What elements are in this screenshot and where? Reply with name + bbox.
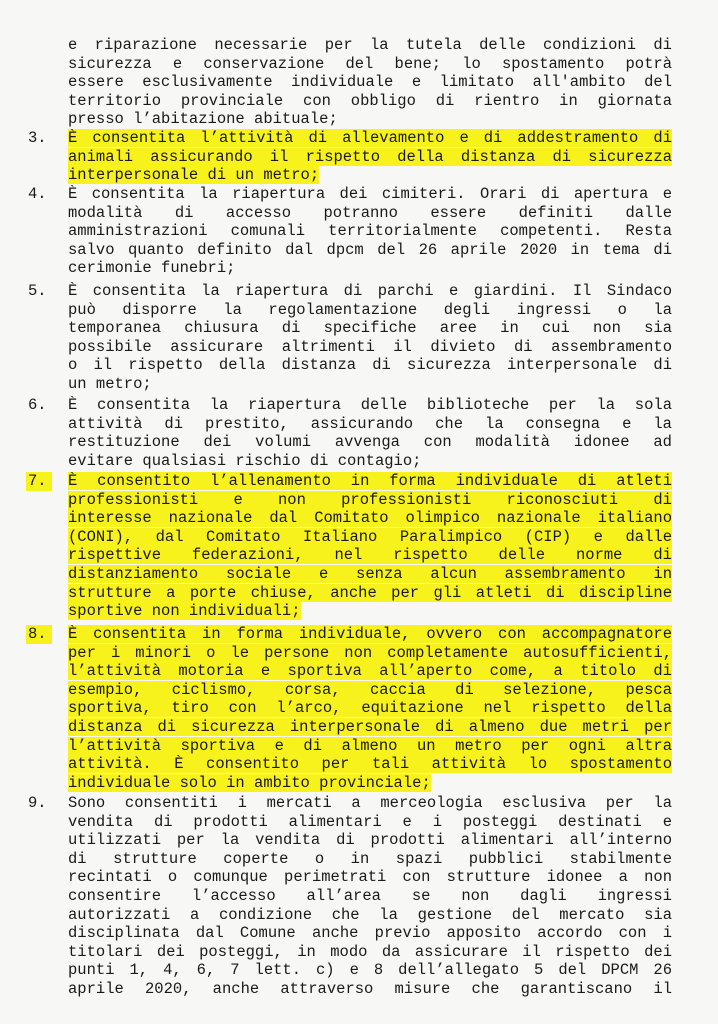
text-line: È consentita la riapertura dei cimiteri. Orari di apertura e — [68, 185, 672, 203]
item-number: 4. — [28, 185, 47, 203]
text-line-highlighted: esempio, ciclismo, corsa, caccia di selezione, pesca — [68, 680, 672, 699]
text-line: e riparazione necessarie per la tutela delle condizioni di — [68, 36, 672, 54]
item-number-highlighted: 7. — [26, 472, 52, 491]
item-text-highlighted — [68, 472, 672, 621]
text-line: amministrazioni comunali territorialmente competenti. Resta — [68, 222, 672, 241]
text-line: evitare qualsiasi rischio di contagio; — [68, 451, 422, 470]
text-line: essere esclusivamente individuale e limitato all'ambito del — [68, 73, 672, 92]
text-line: attività di prestito, assicurando che la consegna e la — [68, 414, 672, 433]
item-text — [68, 185, 672, 278]
text-line: disciplinata dal Comune anche previo apposito accordo con i — [68, 924, 672, 943]
text-line: o il rispetto della distanza di sicurezza interpersonale di — [68, 356, 672, 375]
text-line: È consentita la riapertura delle biblioteche per la sola — [68, 396, 672, 414]
text-line: Sono consentiti i mercati a merceologia esclusiva per la — [68, 794, 672, 812]
text-line-highlighted: È consentita in forma individuale, ovvero con accompagnatore — [68, 625, 672, 643]
text-line-highlighted: (CONI), dal Comitato Italiano Paralimpico (CIP) e dalle — [68, 527, 672, 546]
text-line-highlighted: rispettive federazioni, nel rispetto delle norme di — [68, 546, 672, 565]
text-line: presso l’abitazione abituale; — [68, 110, 338, 129]
text-line: possibile assicurare altrimenti il divieto di assembramento — [68, 337, 672, 356]
item-number: 5. — [28, 282, 47, 300]
text-line-highlighted: professionisti e non professionisti riconosciuti di — [68, 490, 672, 509]
item-number: 3. — [28, 129, 47, 147]
text-line-highlighted: strutture a porte chiuse, anche per gli atleti di discipline — [68, 583, 672, 602]
text-line-highlighted: animali assicurando il rispetto della distanza di sicurezza — [68, 147, 672, 166]
text-line-highlighted: attività. È consentito per tali attività lo spostamento — [68, 755, 672, 774]
item-text — [68, 794, 672, 999]
item-number-highlighted: 8. — [26, 625, 52, 644]
text-line: recintati o comunque perimetrati con strutture idonee a non — [68, 868, 672, 887]
text-line-highlighted: l’attività sportiva e di almeno un metro per ogni altra — [68, 736, 672, 755]
item-text-highlighted — [68, 129, 672, 185]
text-line: punti 1, 4, 6, 7 lett. c) e 8 dell’allegato 5 del DPCM 26 — [68, 961, 672, 980]
text-line: utilizzati per la vendita di prodotti alimentari all’interno — [68, 831, 672, 850]
text-line: un metro; — [68, 374, 152, 393]
text-line-highlighted: interpersonale di un metro; — [68, 166, 320, 185]
item-text-highlighted — [68, 625, 672, 792]
text-line-highlighted: sportive non individuali; — [68, 602, 301, 621]
item-text — [68, 36, 672, 129]
text-line-highlighted: È consentito l’allenamento in forma individuale di atleti — [68, 472, 672, 490]
text-line: restituzione dei volumi avvenga con modalità idonee ad — [68, 433, 672, 452]
item-number: 6. — [28, 396, 47, 414]
text-line: sicurezza e conservazione del bene; lo spostamento potrà — [68, 54, 672, 73]
text-line-highlighted: l’attività motoria e sportiva all’aperto come, a titolo di — [68, 662, 672, 681]
text-line: modalità di accesso potranno essere definiti dalle — [68, 203, 672, 222]
text-line: aprile 2020, anche attraverso misure che garantiscano il — [68, 979, 672, 998]
text-line: territorio provinciale con obbligo di rientro in giornata — [68, 91, 672, 110]
text-line-highlighted: interesse nazionale dal Comitato olimpico nazionale italiano — [68, 509, 672, 528]
text-line-highlighted: sportiva, tiro con l’arco, equitazione nel rispetto della — [68, 699, 672, 718]
text-line-highlighted: distanziamento sociale e senza alcun assembramento in — [68, 564, 672, 583]
text-line: cerimonie funebri; — [68, 259, 236, 278]
text-line: consentire l’accesso all’area se non dagli ingressi — [68, 886, 672, 905]
text-line-highlighted: per i minori o le persone non completamente autosufficienti, — [68, 643, 672, 662]
text-line: È consentita la riapertura di parchi e giardini. Il Sindaco — [68, 282, 672, 300]
text-line: vendita di prodotti alimentari e i posteggi destinati e — [68, 812, 672, 831]
text-line: di strutture coperte o in spazi pubblici stabilmente — [68, 849, 672, 868]
text-line: salvo quanto definito dal dpcm del 26 aprile 2020 in tema di — [68, 240, 672, 259]
text-line: titolari dei posteggi, in modo da assicurare il rispetto dei — [68, 942, 672, 961]
text-line: può disporre la regolamentazione degli ingressi o la — [68, 300, 672, 319]
text-line: autorizzati a condizione che la gestione del mercato sia — [68, 905, 672, 924]
item-text — [68, 396, 672, 470]
item-number: 9. — [28, 794, 47, 812]
text-line: temporanea chiusura di specifiche aree in cui non sia — [68, 319, 672, 338]
item-text — [68, 282, 672, 394]
text-line-highlighted: distanza di sicurezza interpersonale di almeno due metri per — [68, 717, 672, 736]
text-line-highlighted: individuale solo in ambito provinciale; — [68, 773, 431, 792]
text-line-highlighted: È consentita l’attività di allevamento e di addestramento di — [68, 129, 672, 147]
